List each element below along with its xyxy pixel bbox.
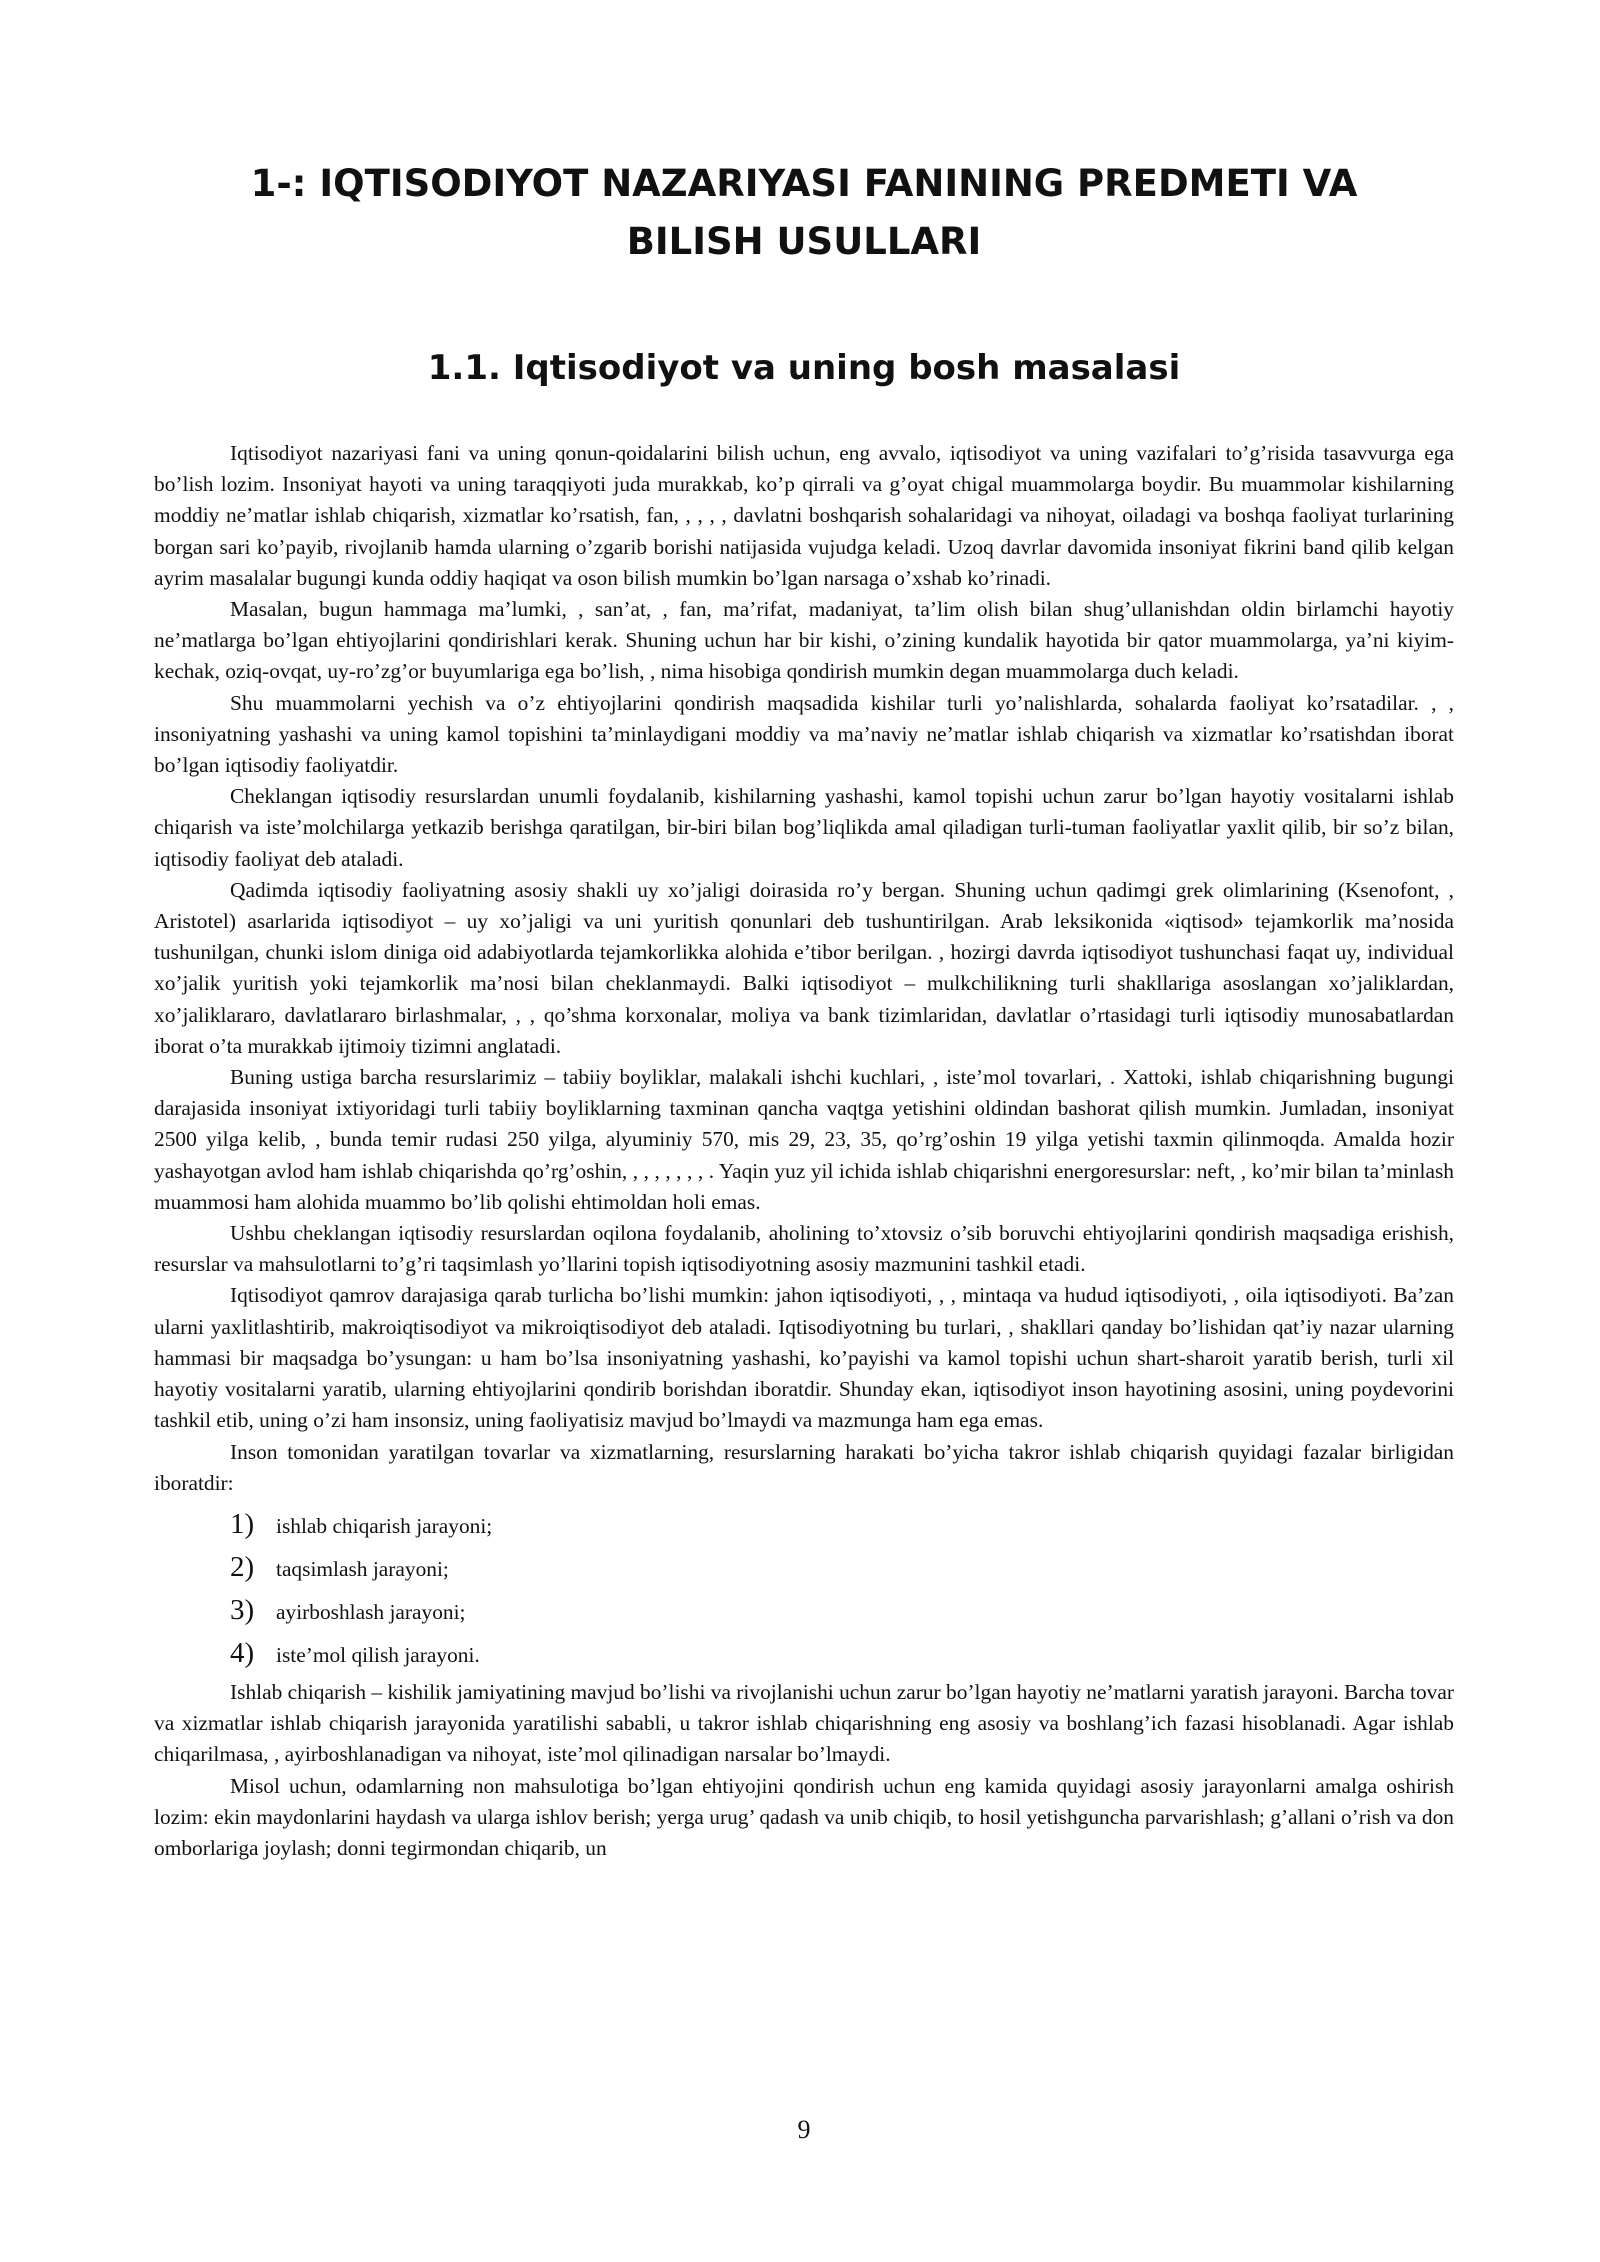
list-item-text: ayirboshlash jarayoni; [276,1599,466,1624]
list-item-text: ishlab chiqarish jarayoni; [276,1513,493,1538]
chapter-title-line-1: 1-: IQTISODIYOT NAZARIYASI FANINING PREDMETI VA [250,162,1358,205]
section-title: 1.1. Iqtisodiyot va uning bosh masalasi [427,348,1181,388]
paragraph: Iqtisodiyot nazariyasi fani va uning qonun-qoidalarini bilish uchun, eng avvalo, iqtisodiyot va uning vazifalari to’g’risida tasavvurga ega bo’lish lozim. Insoniyat hayoti va uning taraqqiyoti juda murakkab, ko’p qirrali va g’oyat chigal muammolarga boydir. Bu muammolar kishilarning moddiy ne’matlar ishlab chiqarish, xizmatlar ko’rsatish, fan, , , , , davlatni boshqarish sohalaridagi va nihoyat, oiladagi va boshqa faoliyat turlarining borgan sari ko’payib, rivojlanib hamda ularning o’zgarib borishi natijasida vujudga keladi. Uzoq davrlar davomida insoniyat fikrini band qilib kelgan ayrim masalalar bugungi kunda oddiy haqiqat va oson bilish mumkin bo’lgan narsaga o’xshab ko’rinadi. [154,441,1454,590]
list-item-number: 2) [230,1550,255,1583]
chapter-title-line-2: BILISH USULLARI [626,220,982,263]
paragraph: Ushbu cheklangan iqtisodiy resurslardan oqilona foydalanib, aholining to’xtovsiz o’sib boruvchi ehtiyojlarini qondirish maqsadiga erishish, resurslar va mahsulotlarni to’g’ri taqsimlash yo’llarini topish iqtisodiyotning asosiy mazmunini tashkil etadi. [154,1221,1454,1277]
paragraph: Inson tomonidan yaratilgan tovarlar va xizmatlarning, resurslarning harakati bo’yicha takror ishlab chiqarish quyidagi fazalar birligidan iboratdir: [154,1439,1454,1495]
paragraph: Cheklangan iqtisodiy resurslardan unumli foydalanib, kishilarning yashashi, kamol topishi uchun zarur bo’lgan hayotiy vositalarni ishlab chiqarish va iste’molchilarga yetkazib berishga qaratilgan, bir-biri bilan bog’liqlikda amal qiladigan turli-tuman faoliyatlar yaxlit qilib, bir so’z bilan, iqtisodiy faoliyat deb ataladi. [154,784,1454,871]
chapter-title [154,155,1454,271]
list-item-number: 3) [230,1593,255,1626]
list-item-text: iste’mol qilish jarayoni. [276,1642,480,1667]
paragraph: Masalan, bugun hammaga ma’lumki, , san’at, , fan, ma’rifat, madaniyat, ta’lim olish bilan shug’ullanishdan oldin birlamchi hayotiy ne’matlarga bo’lgan ehtiyojlarini qondirishlari kerak. Shuning uchun har bir kishi, o’zining kundalik hayotida bir qator muammolarga, ya’ni kiyim-kechak, oziq-ovqat, uy-ro’zg’or buyumlariga ega bo’lish, , nima hisobiga qondirish mumkin degan muammolarga duch keladi. [154,597,1454,684]
paragraph: Ishlab chiqarish – kishilik jamiyatining mavjud bo’lishi va rivojlanishi uchun zarur bo’lgan hayotiy ne’matlarni yaratish jarayoni. Barcha tovar va xizmatlar ishlab chiqarish jarayonida yaratilishi sababli, u takror ishlab chiqarishning eng asosiy va boshlang’ich fazasi hisoblanadi. Agar ishlab chiqarilmasa, , ayirboshlanadigan va nihoyat, iste’mol qilinadigan narsalar bo’lmaydi. [154,1679,1454,1767]
paragraph: Misol uchun, odamlarning non mahsulotiga bo’lgan ehtiyojini qondirish uchun eng kamida quyidagi asosiy jarayonlarni amalga oshirish lozim: ekin maydonlarini haydash va ularga ishlov berish; yerga urug’ qadash va unib chiqib, to hosil yetishguncha parvarishlash; g’allani o’rish va don omborlariga joylash; donni tegirmondan chiqarib, un [154,1773,1454,1860]
list-item-number: 1) [230,1507,255,1540]
list-item [230,1546,1454,1589]
list-item-text: taqsimlash jarayoni; [276,1556,449,1581]
list-item [230,1503,1454,1546]
paragraph: Shu muammolarni yechish va o’z ehtiyojlarini qondirish maqsadida kishilar turli yo’nalishlarda, sohalarda faoliyat ko’rsatadilar. , , insoniyatning yashashi va uning kamol topishini ta’minlaydigani moddiy va ma’naviy ne’matlar ishlab chiqarish va xizmatlar ko’rsatishdan iborat bo’lgan iqtisodiy faoliyatdir. [154,690,1454,778]
paragraph: Iqtisodiyot qamrov darajasiga qarab turlicha bo’lishi mumkin: jahon iqtisodiyoti, , , mintaqa va hudud iqtisodiyoti, , oila iqtisodiyoti. Ba’zan ularni yaxlitlashtirib, makroiqtisodiyot va mikroiqtisodiyot deb ataladi. Iqtisodiyotning bu turlari, , shakllari qanday bo’lishidan qat’iy nazar ularning hammasi bir maqsadga bo’ysungan: u ham bo’lsa insoniyatning yashashi, ko’payishi va kamol topishi uchun shart-sharoit yaratib berish, turli xil hayotiy vositalarni yaratib, ularning ehtiyojlarini qondirib borishdan iboratdir. Shunday ekan, iqtisodiyot inson hayotining asosini, uning poydevorini tashkil etib, uning o’zi ham insonsiz, uning faoliyatisiz mavjud bo’lmaydi va mazmunga ham ega emas. [154,1283,1454,1433]
phase-list [154,1503,1454,1675]
list-item [230,1589,1454,1632]
body-text [154,438,1454,1864]
paragraph: Buning ustiga barcha resurslarimiz – tabiiy boyliklar, malakali ishchi kuchlari, , iste’mol tovarlari, . Xattoki, ishlab chiqarishning bugungi darajasida insoniyat ixtiyoridagi turli tabiiy boyliklarning taxminan qancha vaqtga yetishini oldindan bashorat qilish mumkin. Jumladan, insoniyat 2500 yilga kelib, , bunda temir rudasi 250 yilga, alyuminiy 570, mis 29, 23, 35, qo’rg’oshin 19 yilga yetishi taxmin qilinmoqda. Amalda hozir yashayotgan avlod ham ishlab chiqarishda qo’rg’oshin, , , , , , , , . Yaqin yuz yil ichida ishlab chiqarishni energoresurslar: neft, , ko’mir bilan ta’minlash muammosi ham alohida muammo bo’lib qolishi ehtimoldan holi emas. [154,1065,1454,1214]
list-item [230,1632,1454,1675]
list-item-number: 4) [230,1636,255,1669]
page-number: 9 [797,2115,811,2144]
paragraph: Qadimda iqtisodiy faoliyatning asosiy shakli uy xo’jaligi doirasida ro’y bergan. Shuning uchun qadimgi grek olimlarining (Ksenofont, , Aristotel) asarlarida iqtisodiyot – uy xo’jaligi va uni yuritish qonunlari deb tushuntirilgan. Arab leksikonida «iqtisod» tejamkorlik ma’nosida tushunilgan, chunki islom diniga oid adabiyotlarda tejamkorlikka alohida e’tibor berilgan. , hozirgi davrda iqtisodiyot tushunchasi faqat uy, individual xo’jalik yuritish yoki tejamkorlik ma’nosi bilan cheklanmaydi. Balki iqtisodiyot – mulkchilikning turli shakllariga asoslangan xo’jaliklardan, xo’jaliklararo, davlatlararo birlashmalar, , , qo’shma korxonalar, moliya va bank tizimlaridan, davlatlar o’rtasidagi turli iqtisodiy munosabatlardan iborat o’ta murakkab ijtimoiy tizimni anglatadi. [154,877,1454,1058]
